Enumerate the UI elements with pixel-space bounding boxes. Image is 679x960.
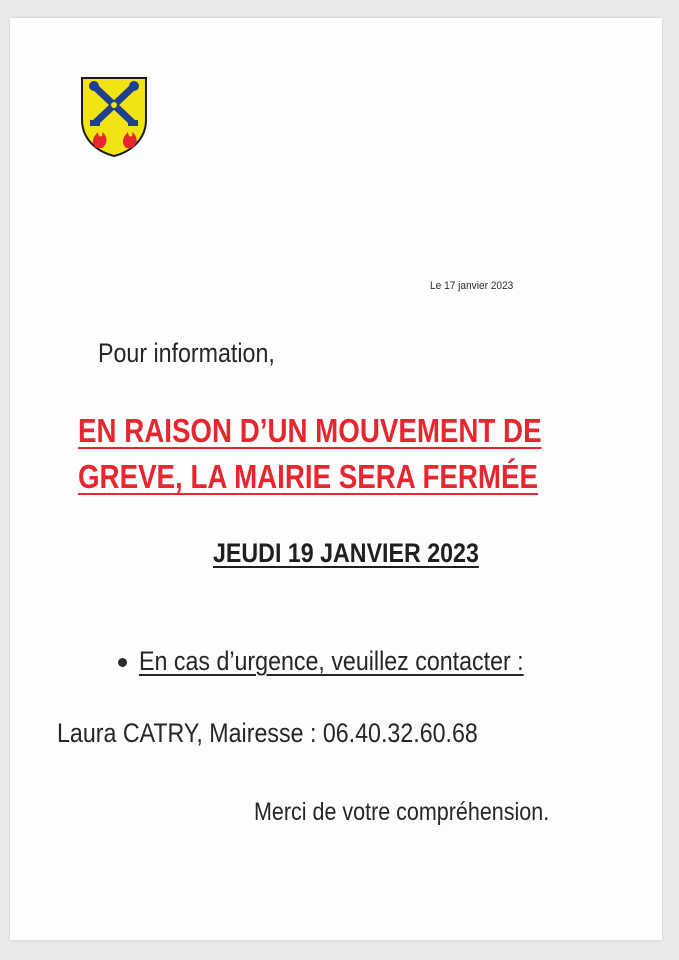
intro-text: Pour information, [98,338,275,368]
bullet-icon [118,658,127,667]
emergency-prompt: En cas d’urgence, veuillez contacter : [139,646,525,676]
emergency-item [118,646,587,677]
closure-date: JEUDI 19 JANVIER 2023 [213,538,479,568]
headline-line-2: GREVE, LA MAIRIE SERA FERMÉE [78,458,539,495]
closing-text: Merci de votre compréhension. [254,798,550,826]
coat-of-arms-icon [80,76,148,158]
contact-line: Laura CATRY, Mairesse : 06.40.32.60.68 [57,718,478,748]
document-date: Le 17 janvier 2023 [430,280,514,292]
document-page [10,18,662,940]
headline-line-1: EN RAISON D’UN MOUVEMENT DE [78,412,542,449]
closure-headline [78,408,548,500]
